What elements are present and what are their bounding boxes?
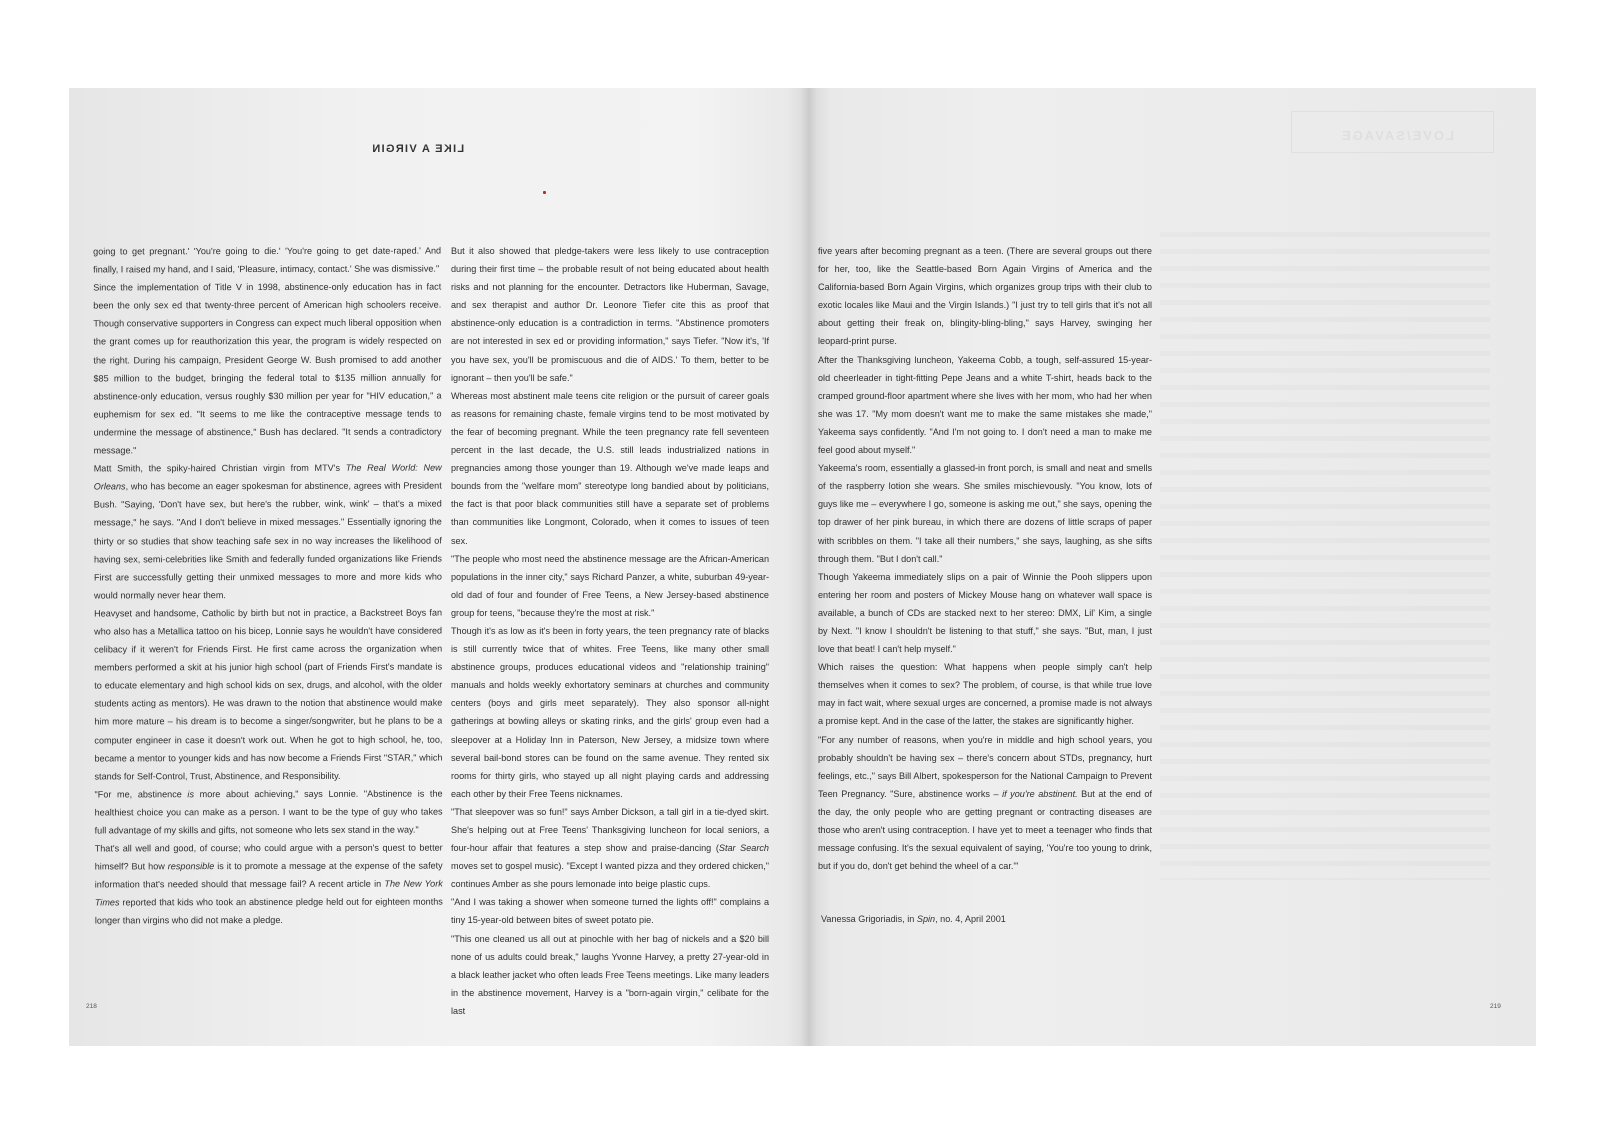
page-number-right: 219	[1490, 1003, 1501, 1010]
paragraph: "This one cleaned us all out at pinochle with her bag of nickels and a $20 bill none of us adults could break," laughs Yvonne Harvey, a pretty 27-year-old in a black leather jacket who often leads Free Teens meetings. Like many leaders in the abstinence movement, Harvey is a "born-again virgin," celibate for the last	[451, 933, 769, 1016]
running-head: LIKE A VIRGIN	[371, 143, 465, 155]
column-middle	[451, 242, 769, 1020]
page-gutter	[801, 88, 817, 1046]
paragraph: Matt Smith, the spiky-haired Christian virgin from MTV's The Real World: New Orleans, who has become an eager spokesman for abstinence, agrees with President Bush. "Saying, 'Don't have sex, but here's the rubber, wink, wink' – that's a mixed message," he says. "And I don't believe in mixed messages." Essentially ignoring the thirty or so studies that show teaching safe sex in no way increases the likelihood of having sex, semi-celebrities like Smith and federally funded organizations like Friends First are successfully getting their unmixed messages to more and more kids who would normally never hear them.	[93, 462, 442, 601]
paragraph: Yakeema's room, essentially a glassed-in front porch, is small and neat and smells of the raspberry lotion she wears. She smiles mischievously. "You know, lots of guys like me – everywhere I go, someone is asking me out," she says, opening the top drawer of her pink bureau, in which there are dozens of little scraps of paper with scribbles on them. "I take all their numbers," she says, laughing, as she sifts through them. "But I don't call."	[818, 463, 1152, 564]
paragraph: "For any number of reasons, when you're in middle and high school years, you probably shouldn't be having sex – there's concern about STDs, pregnancy, hurt feelings, etc.," says Bill Albert, spokesperson for the National Campaign to Prevent Teen Pregnancy. "Sure, abstinence works – if you're abstinent. But at the end of the day, the only people who are getting pregnant or contracting diseases are those who aren't using contraception. I have yet to meet a teenager who finds that message confusing. It's the sexual equivalent of saying, 'You're too young to drink, but if you do, don't get behind the wheel of a car.'"	[818, 734, 1152, 872]
paragraph: Which raises the question: What happens when people simply can't help themselves when it comes to sex? The problem, of course, is that while true love may in fact wait, where sexual urges are concerned, a promise made is not always a promise kept. And in the case of the latter, the stakes are significantly higher.	[818, 662, 1152, 727]
paragraph: Though Yakeema immediately slips on a pair of Winnie the Pooh slippers upon entering her room and posters of Mickey Mouse hang on whatever wall space is available, a bunch of CDs are stacked next to her stereo: DMX, Lil' Kim, a single by Next. "I know I shouldn't be listening to that stuff," she says. "But, man, I just love that beat! I can't help myself."	[818, 571, 1152, 655]
column-left	[93, 242, 443, 930]
show-through-title: LOVE/SAVAGE	[1340, 128, 1454, 143]
paragraph: "That sleepover was so fun!" says Amber Dickson, a tall girl in a tie-dyed skirt. She's helping out at Free Teens' Thanksgiving luncheon for local seniors, a four-hour affair that features a step show and praise-dancing (Star Search moves set to gospel music). "Except I wanted pizza and they ordered chicken," continues Amber as she pours lemonade into beige plastic cups.	[451, 806, 769, 890]
column-right	[818, 242, 1152, 875]
paragraph: "For me, abstinence is more about achieving," says Lonnie. "Abstinence is the healthiest choice you can make as a person. I want to be the type of guy who takes full advantage of my skills and gifts, not someone who lets sex stand in the way."	[94, 788, 443, 836]
show-through-text	[1160, 220, 1490, 880]
paragraph: "The people who most need the abstinence message are the African-American populations in the inner city," says Richard Panzer, a white, suburban 49-year-old dad of four and founder of Free Teens, a New Jersey-based abstinence group for teens, "because they're the most at risk."	[451, 553, 769, 618]
paragraph: Since the implementation of Title V in 1998, abstinence-only education has in fact been the only sex ed that twenty-three percent of American high schoolers receive. Though conservative supporters in Congress can expect much liberal opposition when the grant comes up for reauthorization this year, the program is widely respected on the right. During his campaign, President George W. Bush promised to add another $85 million to the budget, bringing the federal total to $135 million annually for abstinence-only education, versus roughly $30 million per year for "HIV education," a euphemism for sex ed. "It seems to me like the contraceptive message tends to undermine the message of abstinence," Bush has declared. "It sends a contradictory message."	[93, 281, 442, 456]
paragraph: After the Thanksgiving luncheon, Yakeema Cobb, a tough, self-assured 15-year-old cheerleader in tight-fitting Pepe Jeans and a white T-shirt, heads back to the cramped ground-floor apartment where she lives with her mom, who had her when she was 17. "My mom doesn't want me to make the same mistakes she made," Yakeema says confidently. "And I'm not going to. I don't need a man to make me feel good about myself."	[818, 354, 1152, 456]
paragraph: But it also showed that pledge-takers were less likely to use contraception during their first time – the probable result of not being educated about health risks and not planning for the encounter. Detractors like Huberman, Savage, and sex therapist and author Dr. Leonore Tiefer cite this as proof that abstinence-only education is a contradiction in terms. "Abstinence promoters are not interested in sex ed or providing information," says Tiefer. "Now it's, 'If you have sex, you'll be promiscuous and die of AIDS.' To them, better to be ignorant – then you'll be safe."	[451, 246, 769, 383]
paragraph: Though it's as low as it's been in forty years, the teen pregnancy rate of blacks is still currently twice that of whites. Free Teens, like many other small abstinence groups, produces educational videos and "relationship training" manuals and holds weekly exhortatory seminars at churches and community centers (boys and girls meet separately). They also sponsor all-night gatherings at bowling alleys or skating rinks, and the girls' group even had a sleepover at a Holiday Inn in Paterson, New Jersey, a midsize town where several bail-bond stores can be found on the same avenue. They rented six rooms for thirty girls, who stayed up all night playing cards and addressing each other by their Free Teens nicknames.	[451, 625, 769, 799]
paragraph: five years after becoming pregnant as a teen. (There are several groups out there for her, too, like the Seattle-based Born Again Virgins of America and the California-based Born Again Virgins, which organizes group trips with their club to exotic locales like Maui and the Virgin Islands.) "I just try to tell girls that it's not all about getting their freak on, blingity-bling-bling," says Harvey, swinging her leopard-print purse.	[818, 246, 1152, 347]
paragraph: "And I was taking a shower when someone turned the lights off!" complains a tiny 15-year-old between bites of sweet potato pie.	[451, 897, 769, 926]
paragraph: That's all well and good, of course; who could argue with a person's quest to better himself? But how responsible is it to promote a message at the expense of the safety information that's needed should that message fail? A recent article in The New York Times reported that kids who took an abstinence pledge held out for eighteen months longer than virgins who did not make a pledge.	[94, 842, 443, 926]
paragraph: Heavyset and handsome, Catholic by birth but not in practice, a Backstreet Boys fan who also has a Metallica tattoo on his bicep, Lonnie says he wouldn't have considered celibacy if it weren't for Friends First. He first came across the organization when members performed a skit at his junior high school (part of Friends First's mandate is to educate elementary and high school kids on sex, drugs, and alcohol, with the older students acting as mentors). He was drawn to the notion that abstinence would make him more mature – his dream is to become a singer/songwriter, but he plans to be a computer engineer in case it doesn't work out. When he got to high school, he, too, became a mentor to younger kids and has now become a Friends First "STAR," which stands for Self-Control, Trust, Abstinence, and Responsibility.	[94, 607, 443, 782]
paragraph: Whereas most abstinent male teens cite religion or the pursuit of career goals as reasons for remaining chaste, female virgins tend to be most motivated by the fear of becoming pregnant. While the teen pregnancy rate fell seventeen percent in the last decade, the U.S. still leads industrialized nations in pregnancies among those younger than 19. Although we've made leaps and bounds from the "welfare mom" stereotype long bandied about by politicians, the fact is that poor black communities still have a separate set of problems than communities like Longmont, Colorado, when it comes to issues of teen sex.	[451, 390, 769, 546]
paragraph: going to get pregnant.' 'You're going to die.' 'You're going to get date-raped.' And finally, I raised my hand, and I said, 'Pleasure, intimacy, contact.' She was dismissive."	[93, 245, 442, 275]
page-number-left: 218	[86, 1003, 97, 1010]
source-credit: Vanessa Grigoriadis, in Spin, no. 4, April 2001	[821, 914, 1006, 924]
print-speck	[543, 191, 546, 194]
